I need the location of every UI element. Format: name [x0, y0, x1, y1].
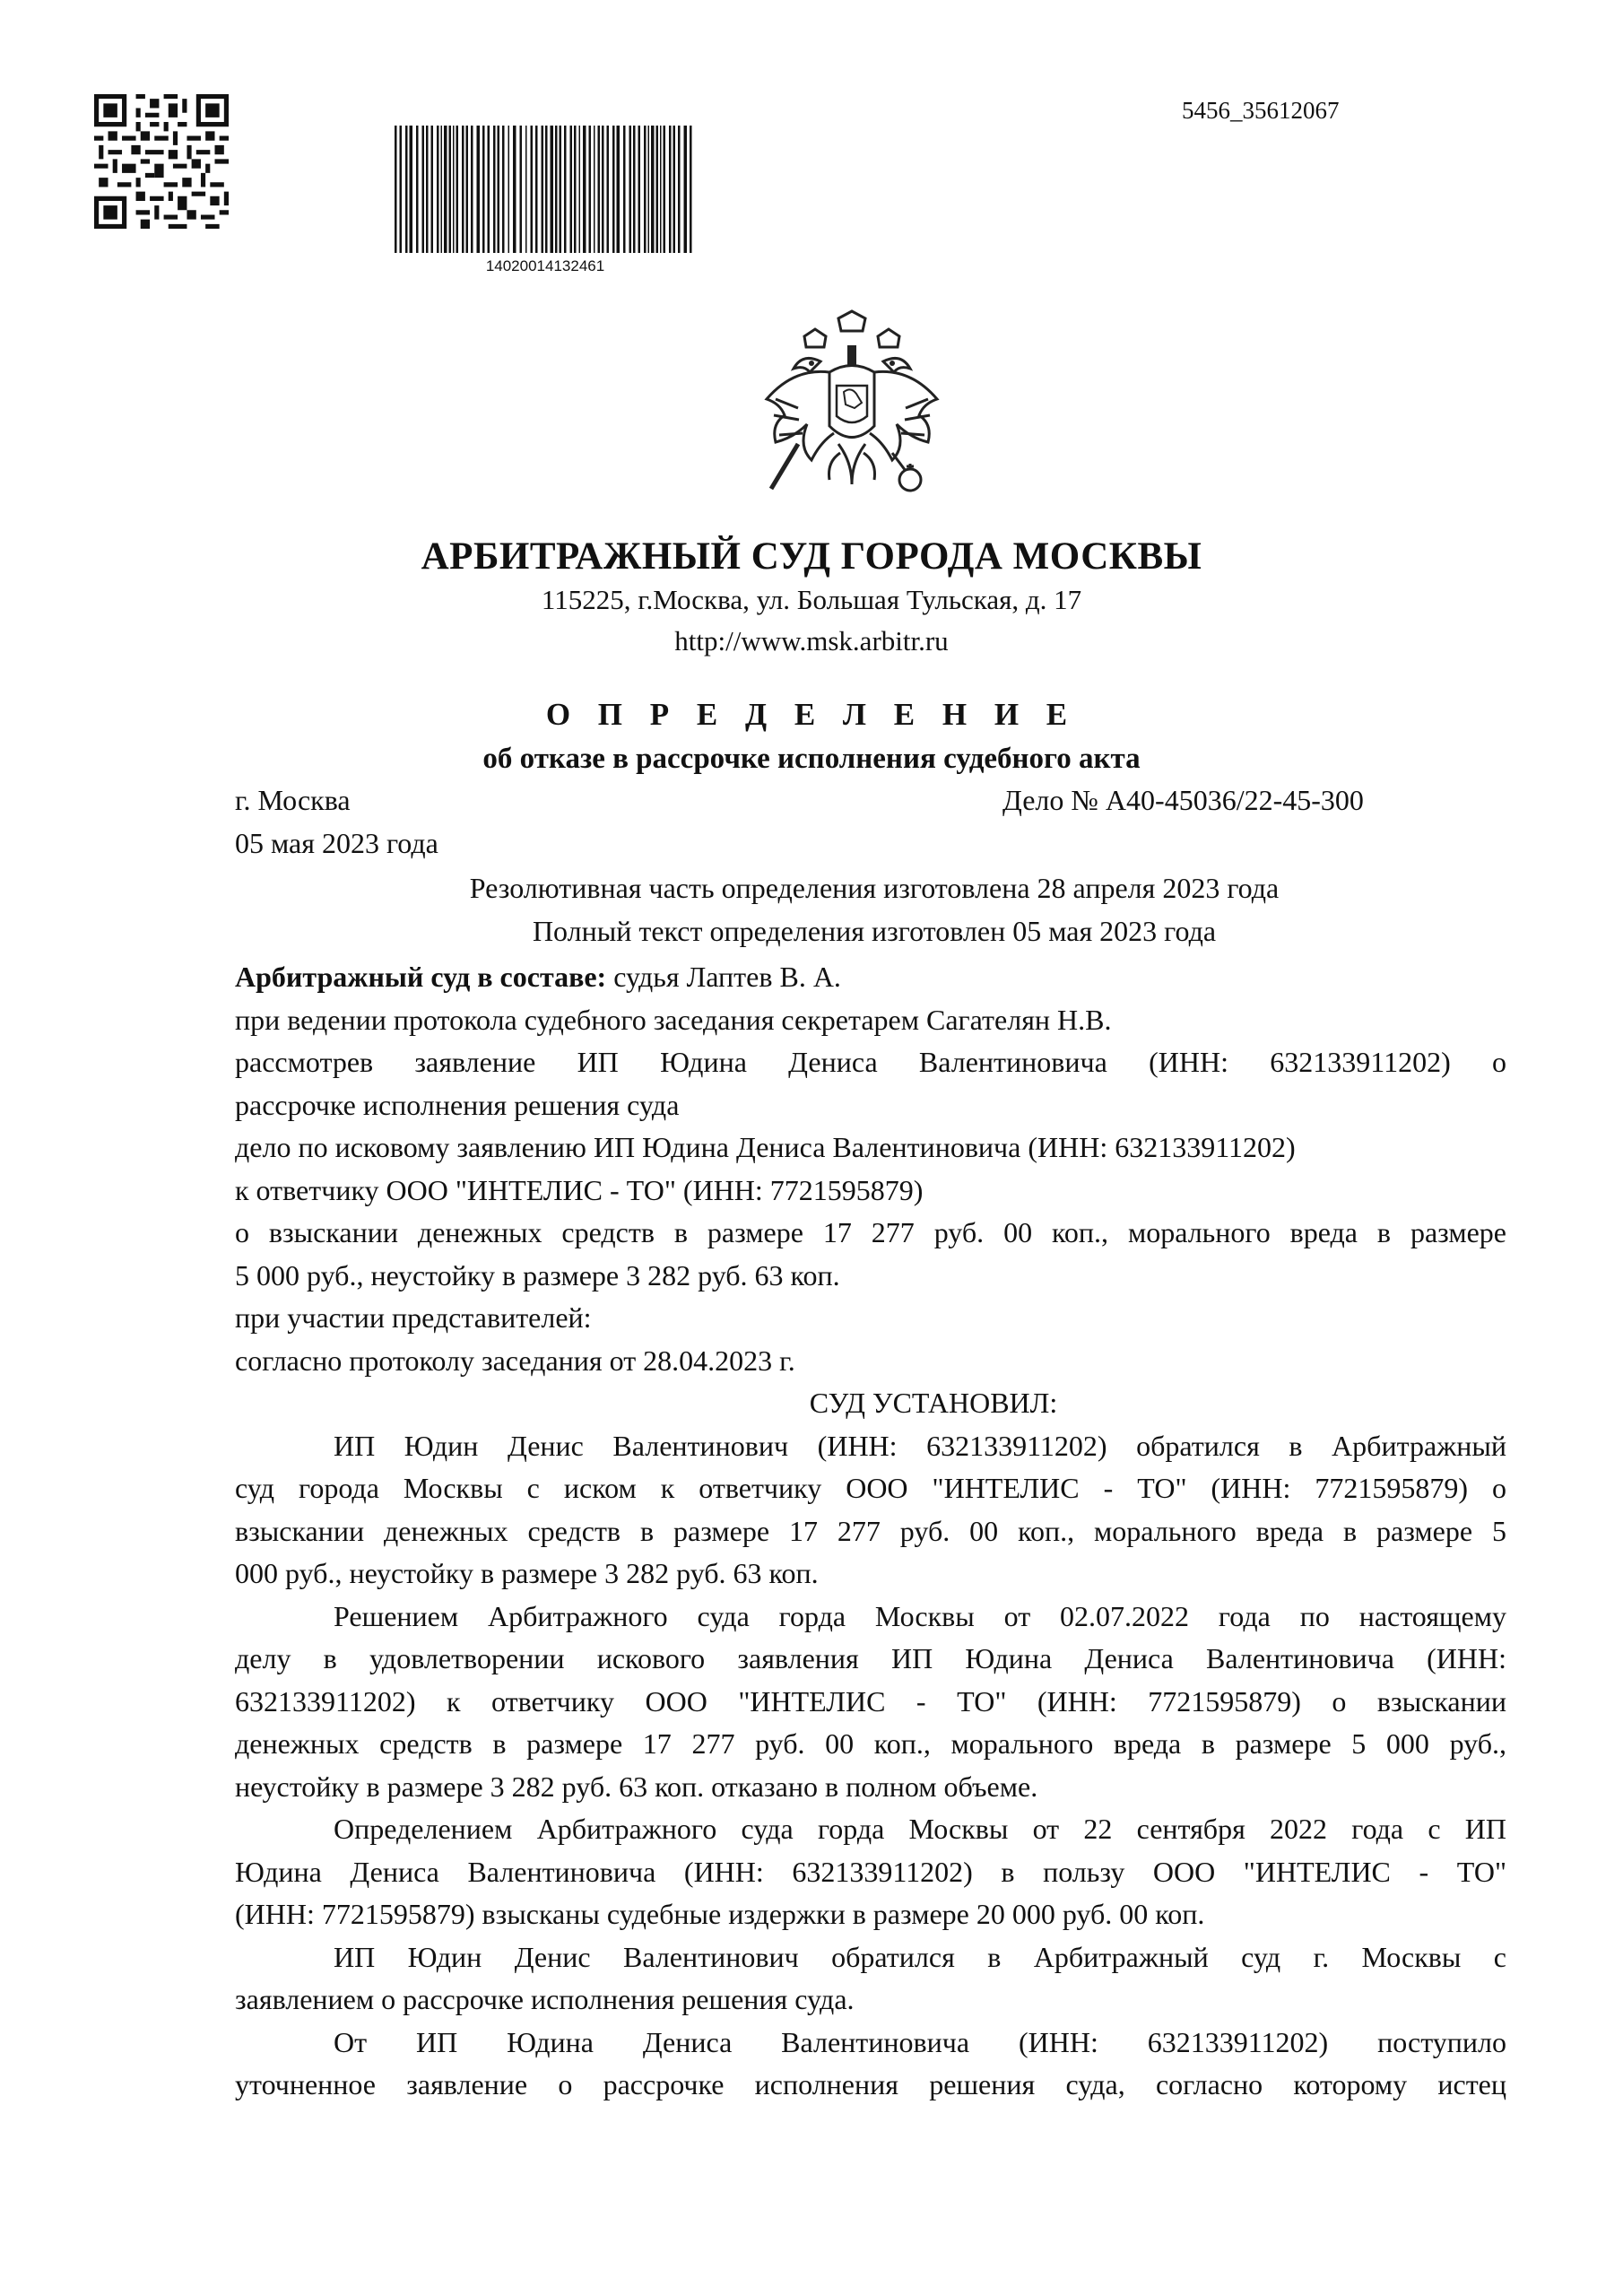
- paragraph-line: заявлением о рассрочке исполнения решения суда.: [235, 1983, 855, 2015]
- paragraph-line: От ИП Юдина Дениса Валентиновича (ИНН: 632133911202) поступило: [334, 2025, 1506, 2058]
- document-date: 05 мая 2023 года: [235, 827, 438, 859]
- document-id: 5456_35612067: [1182, 97, 1340, 124]
- court-name: АРБИТРАЖНЫЙ СУД ГОРОДА МОСКВЫ: [421, 535, 1202, 578]
- fulltext-date: Полный текст определения изготовлен 05 мая 2023 года: [532, 915, 1217, 947]
- resolution-date: Резолютивная часть определения изготовлена 28 апреля 2023 года: [469, 872, 1280, 904]
- court-url: http://www.msk.arbitr.ru: [674, 625, 949, 657]
- case-number: Дело № А40-45036/22-45-300: [1002, 784, 1364, 816]
- section-title: СУД УСТАНОВИЛ:: [809, 1387, 1058, 1419]
- body-text: [235, 956, 1506, 2107]
- document-subtitle: об отказе в рассрочке исполнения судебного акта: [482, 743, 1141, 775]
- barcode-number: 14020014132461: [485, 257, 605, 274]
- body-line: 5 000 руб., неустойку в размере 3 282 руб. 63 коп.: [235, 1258, 840, 1292]
- paragraph-line: Юдина Дениса Валентиновича (ИНН: 632133911202) в пользу ООО "ИНТЕЛИС - ТО": [235, 1855, 1506, 1888]
- paragraph-line: суд города Москвы с иском к ответчику ООО "ИНТЕЛИС - ТО" (ИНН: 7721595879) о: [235, 1472, 1506, 1504]
- paragraph-line: ИП Юдин Денис Валентинович (ИНН: 632133911202) обратился в Арбитражный: [334, 1429, 1506, 1462]
- paragraph-line: уточненное заявление о рассрочке исполнения решения суда, согласно которому истец: [235, 2068, 1506, 2100]
- body-line: к ответчику ООО "ИНТЕЛИС - ТО" (ИНН: 7721595879): [235, 1173, 924, 1206]
- city: г. Москва: [235, 784, 351, 816]
- body-line: при участии представителей:: [235, 1301, 592, 1334]
- paragraph-line: 000 руб., неустойку в размере 3 282 руб. 63 коп.: [235, 1557, 819, 1589]
- court-address: 115225, г.Москва, ул. Большая Тульская, д. 17: [541, 584, 1082, 615]
- paragraph-line: Решением Арбитражного суда горда Москвы от 02.07.2022 года по настоящему: [334, 1599, 1506, 1632]
- paragraph-line: 632133911202) к ответчику ООО "ИНТЕЛИС - ТО" (ИНН: 7721595879) о взыскании: [235, 1684, 1506, 1718]
- paragraph-line: делу в удовлетворении искового заявления ИП Юдина Дениса Валентиновича (ИНН:: [235, 1642, 1506, 1674]
- body-line: рассрочке исполнения решения суда: [235, 1088, 680, 1121]
- paragraph-line: (ИНН: 7721595879) взысканы судебные издержки в размере 20 000 руб. 00 коп.: [235, 1898, 1205, 1930]
- paragraph-line: неустойку в размере 3 282 руб. 63 коп. отказано в полном объеме.: [235, 1770, 1038, 1803]
- paragraph-line: ИП Юдин Денис Валентинович обратился в Арбитражный суд г. Москвы с: [334, 1940, 1506, 1973]
- barcode: [393, 126, 698, 253]
- composition-line: [235, 956, 1506, 999]
- qr-code: [94, 94, 229, 229]
- body-line: о взыскании денежных средств в размере 17 277 руб. 00 коп., морального вреда в размере: [235, 1216, 1506, 1248]
- coat-of-arms-emblem: [758, 309, 946, 509]
- document-type: О П Р Е Д Е Л Е Н И Е: [545, 697, 1078, 732]
- paragraph-line: Определением Арбитражного суда горда Москвы от 22 сентября 2022 года с ИП: [334, 1813, 1506, 1845]
- body-line: рассмотрев заявление ИП Юдина Дениса Валентиновича (ИНН: 632133911202) о: [235, 1046, 1506, 1078]
- body-line: при ведении протокола судебного заседания секретарем Сагателян Н.В.: [235, 1003, 1112, 1036]
- body-line: дело по исковому заявлению ИП Юдина Дениса Валентиновича (ИНН: 632133911202): [235, 1131, 1296, 1163]
- composition-value: судья Лаптев В. А.: [606, 961, 841, 993]
- paragraph-line: взыскании денежных средств в размере 17 277 руб. 00 коп., морального вреда в размере 5: [235, 1514, 1506, 1547]
- body-line: согласно протоколу заседания от 28.04.2023 г.: [235, 1344, 795, 1377]
- composition-label: Арбитражный суд в составе:: [235, 961, 607, 993]
- paragraph-line: денежных средств в размере 17 277 руб. 00 коп., морального вреда в размере 5 000 руб.,: [235, 1727, 1506, 1760]
